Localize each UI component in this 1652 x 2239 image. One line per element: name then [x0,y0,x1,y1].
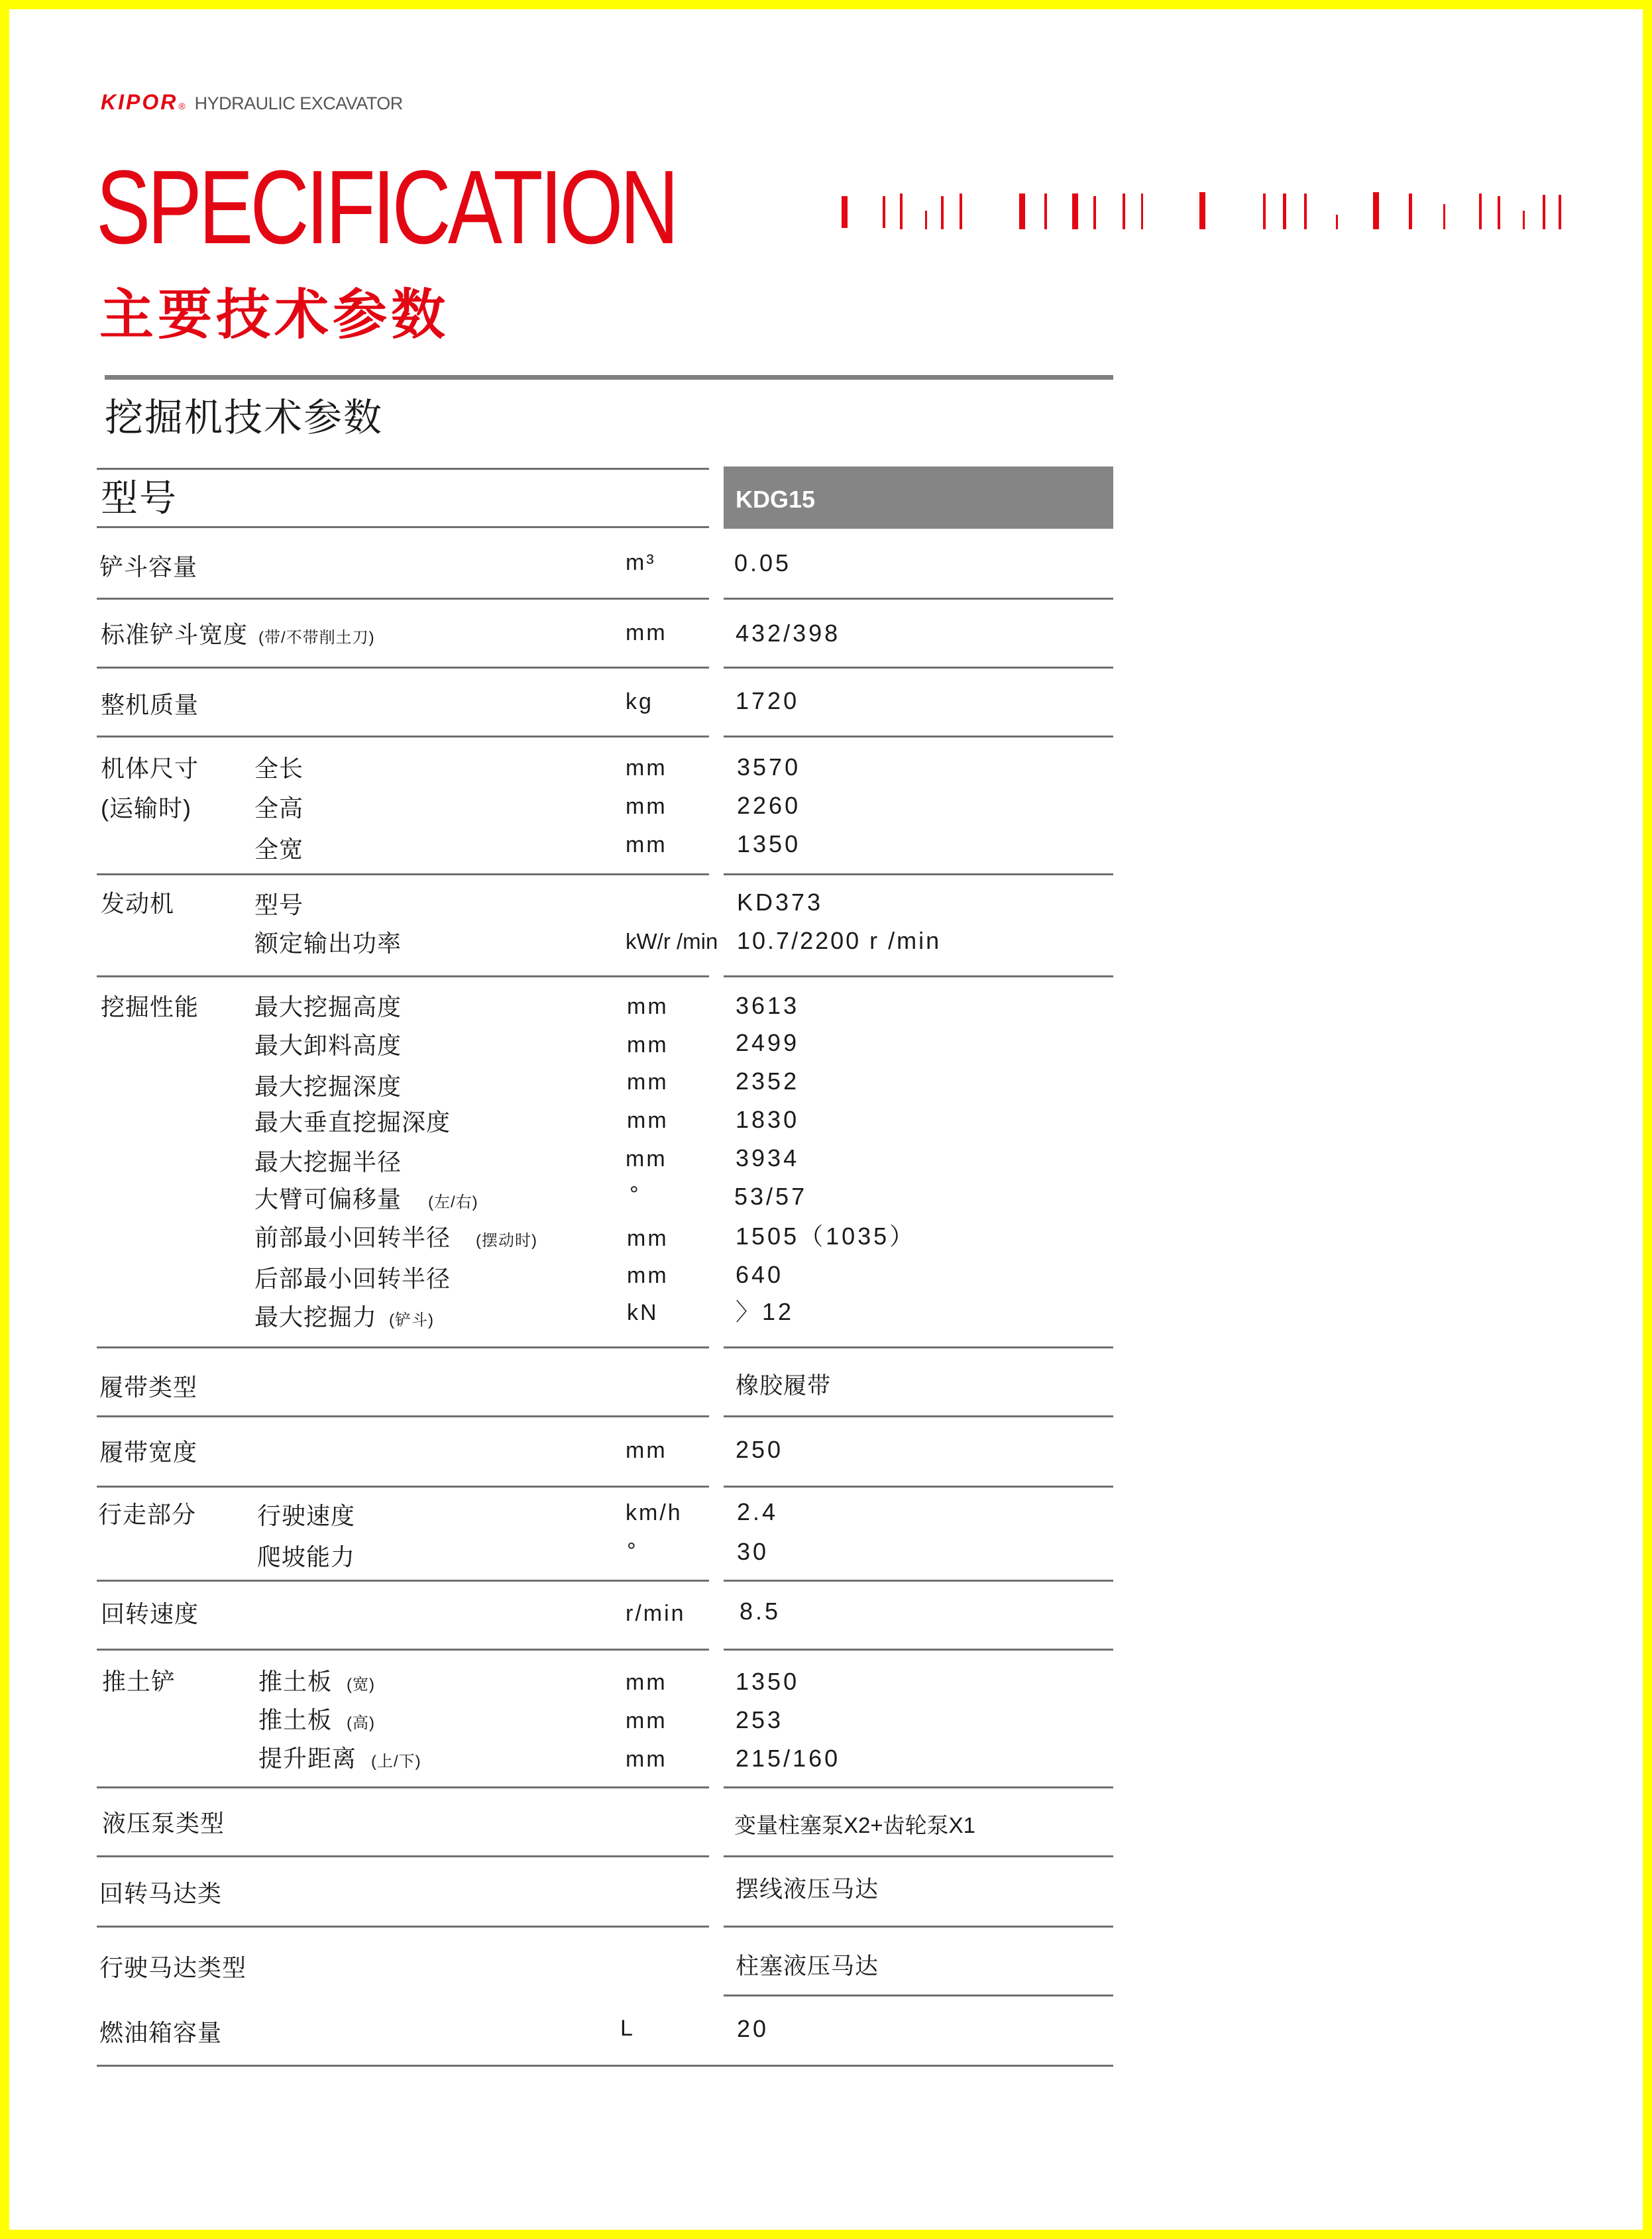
swing-motor-value: 摆线液压马达 [736,1877,879,1902]
front-swing-radius-label: 前部最小回转半径 (摆动时) [254,1224,537,1251]
swing-motor-label: 回转马达类 [99,1880,223,1907]
rated-power-label: 额定输出功率 [254,930,402,957]
row-divider [724,1855,1113,1857]
machine-mass-label: 整机质量 [101,691,199,718]
row-divider [97,1346,709,1348]
max-dump-height-label: 最大卸料高度 [254,1032,402,1059]
max-dump-height-value: 2499 [736,1029,800,1056]
row-divider [97,1580,709,1582]
max-digging-force-value: 〉12 [736,1298,795,1325]
travel-motor-value: 柱塞液压马达 [736,1953,879,1979]
row-divider [97,1649,709,1651]
row-divider [724,1649,1113,1651]
fuel-tank-value: 20 [737,2015,769,2042]
bucket-capacity-label: 铲斗容量 [99,553,198,580]
decorative-stripes [842,191,1564,232]
digging-performance-label: 挖掘性能 [101,993,199,1020]
row-divider [97,1486,709,1488]
gradeability-value: 30 [737,1538,769,1565]
bucket-capacity-value: 0.05 [734,549,792,576]
row-divider [724,667,1113,669]
row-divider [97,598,709,600]
travel-motor-label: 行驶马达类型 [99,1954,247,1981]
swing-speed-value: 8.5 [740,1598,781,1625]
blade-height-label: 推土板 (高) [258,1706,375,1733]
bucket-width-label: 标准铲斗宽度 (带/不带削土刀) [101,621,375,648]
overall-length-label: 全长 [254,755,304,782]
overall-height-unit: mm [626,794,667,819]
row-divider [724,1486,1113,1488]
row-divider [724,1994,1113,1996]
front-swing-radius-unit: mm [627,1226,669,1251]
max-dig-radius-label: 最大挖掘半径 [254,1148,402,1175]
lift-distance-label: 提升距离 (上/下) [258,1745,421,1772]
engine-model-value: KD373 [737,889,824,916]
row-divider [724,1415,1113,1417]
row-divider [97,975,709,977]
blade-width-unit: mm [626,1670,667,1695]
lift-distance-note: (上/下) [371,1753,421,1771]
blade-width-label: 推土板 (宽) [258,1668,375,1695]
max-digging-force-note: (铲斗) [389,1311,434,1329]
row-divider [97,1415,709,1417]
row-divider [97,873,709,875]
front-swing-radius-note: (摆动时) [476,1232,537,1250]
dozer-blade-label: 推土铲 [102,1668,176,1695]
rear-swing-radius-unit: mm [627,1263,669,1288]
max-dig-depth-label: 最大挖掘深度 [254,1073,402,1100]
overall-height-value: 2260 [737,792,801,819]
blade-height-note: (高) [347,1714,375,1732]
fuel-tank-label: 燃油箱容量 [99,2019,223,2046]
fuel-tank-unit: L [620,2016,635,2041]
front-swing-radius-value: 1505（1035） [736,1223,916,1250]
overall-length-unit: mm [626,755,667,781]
machine-mass-value: 1720 [736,687,800,714]
max-dig-radius-value: 3934 [736,1144,800,1172]
lift-distance-value: 215/160 [736,1745,841,1772]
max-dig-depth-unit: mm [627,1069,669,1095]
kipor-logo: KIPOR [101,90,178,114]
max-vertical-dig-depth-unit: mm [627,1108,669,1133]
swing-speed-unit: r/min [626,1601,686,1626]
row-divider [97,468,709,470]
rated-power-unit: kW/r /min [626,929,718,954]
max-vertical-dig-depth-label: 最大垂直挖掘深度 [254,1109,451,1136]
brand-header [101,90,403,117]
rear-swing-radius-value: 640 [736,1261,784,1288]
row-divider [97,667,709,669]
bucket-width-unit: mm [626,620,667,645]
row-divider [724,1580,1113,1582]
engine-label: 发动机 [101,890,175,917]
row-divider [724,1346,1113,1348]
blade-height-value: 253 [736,1706,784,1733]
hydraulic-pump-value: 变量柱塞泵X2+齿轮泵X1 [734,1813,975,1837]
max-digging-force-unit: kN [627,1300,659,1325]
travel-speed-label: 行驶速度 [257,1502,356,1529]
page-title: SPECIFICATION [96,149,676,266]
model-header-label: 型号 [101,477,178,519]
row-divider [97,1926,709,1928]
bucket-width-note: (带/不带削土刀) [258,629,375,647]
max-dump-height-unit: mm [627,1032,669,1058]
gradeability-unit: ° [627,1539,638,1564]
travel-speed-unit: km/h [626,1500,683,1525]
boom-offset-label: 大臂可偏移量 (左/右) [254,1185,478,1213]
row-divider [97,736,709,737]
track-width-value: 250 [736,1436,784,1463]
max-digging-force-label: 最大挖掘力 (铲斗) [254,1303,434,1331]
row-divider [97,2065,1113,2067]
blade-width-value: 1350 [736,1668,800,1695]
overall-width-unit: mm [626,832,667,857]
model-header-value: KDG15 [724,466,1113,529]
rear-swing-radius-label: 后部最小回转半径 [254,1265,451,1292]
travel-section-label: 行走部分 [98,1501,197,1528]
travel-speed-value: 2.4 [737,1498,779,1525]
max-dig-height-label: 最大挖掘高度 [254,993,402,1020]
section-divider [105,375,1113,380]
gradeability-label: 爬坡能力 [257,1543,356,1570]
max-vertical-dig-depth-value: 1830 [736,1106,800,1133]
track-type-value: 橡胶履带 [736,1373,832,1399]
row-divider [724,736,1113,737]
engine-model-label: 型号 [254,891,304,918]
max-dig-height-value: 3613 [736,992,800,1019]
registered-mark: ® [178,101,186,111]
bucket-width-value: 432/398 [736,620,841,647]
dimensions-label: 机体尺寸 [101,755,199,782]
boom-offset-unit: ° [630,1182,641,1207]
machine-mass-unit: kg [626,689,653,714]
blade-width-note: (宽) [347,1676,375,1694]
max-dig-radius-unit: mm [626,1146,667,1172]
track-width-unit: mm [626,1438,667,1463]
row-divider [724,1786,1113,1788]
max-dig-height-unit: mm [627,994,669,1019]
section-title: 挖掘机技术参数 [105,396,384,439]
row-divider [97,526,709,528]
overall-length-value: 3570 [737,753,801,781]
row-divider [97,1786,709,1788]
max-dig-depth-value: 2352 [736,1067,800,1095]
row-divider [97,1855,709,1857]
hydraulic-pump-label: 液压泵类型 [102,1810,225,1837]
brand-subtitle: HYDRAULIC EXCAVATOR [194,93,403,113]
blade-height-unit: mm [626,1708,667,1733]
overall-width-value: 1350 [737,830,801,857]
dimensions-note: (运输时) [101,794,192,822]
row-divider [724,873,1113,875]
swing-speed-label: 回转速度 [101,1600,199,1627]
row-divider [724,975,1113,977]
track-width-label: 履带宽度 [99,1439,198,1466]
lift-distance-unit: mm [626,1747,667,1772]
track-type-label: 履带类型 [99,1374,198,1401]
row-divider [724,1926,1113,1928]
rated-power-value: 10.7/2200 r /min [737,927,942,954]
bucket-capacity-unit: m³ [626,550,656,575]
overall-height-label: 全高 [254,794,304,822]
row-divider [724,598,1113,600]
boom-offset-value: 53/57 [734,1183,808,1210]
overall-width-label: 全宽 [254,836,304,863]
page-title-cn: 主要技术参数 [99,285,450,345]
boom-offset-note: (左/右) [428,1193,478,1211]
